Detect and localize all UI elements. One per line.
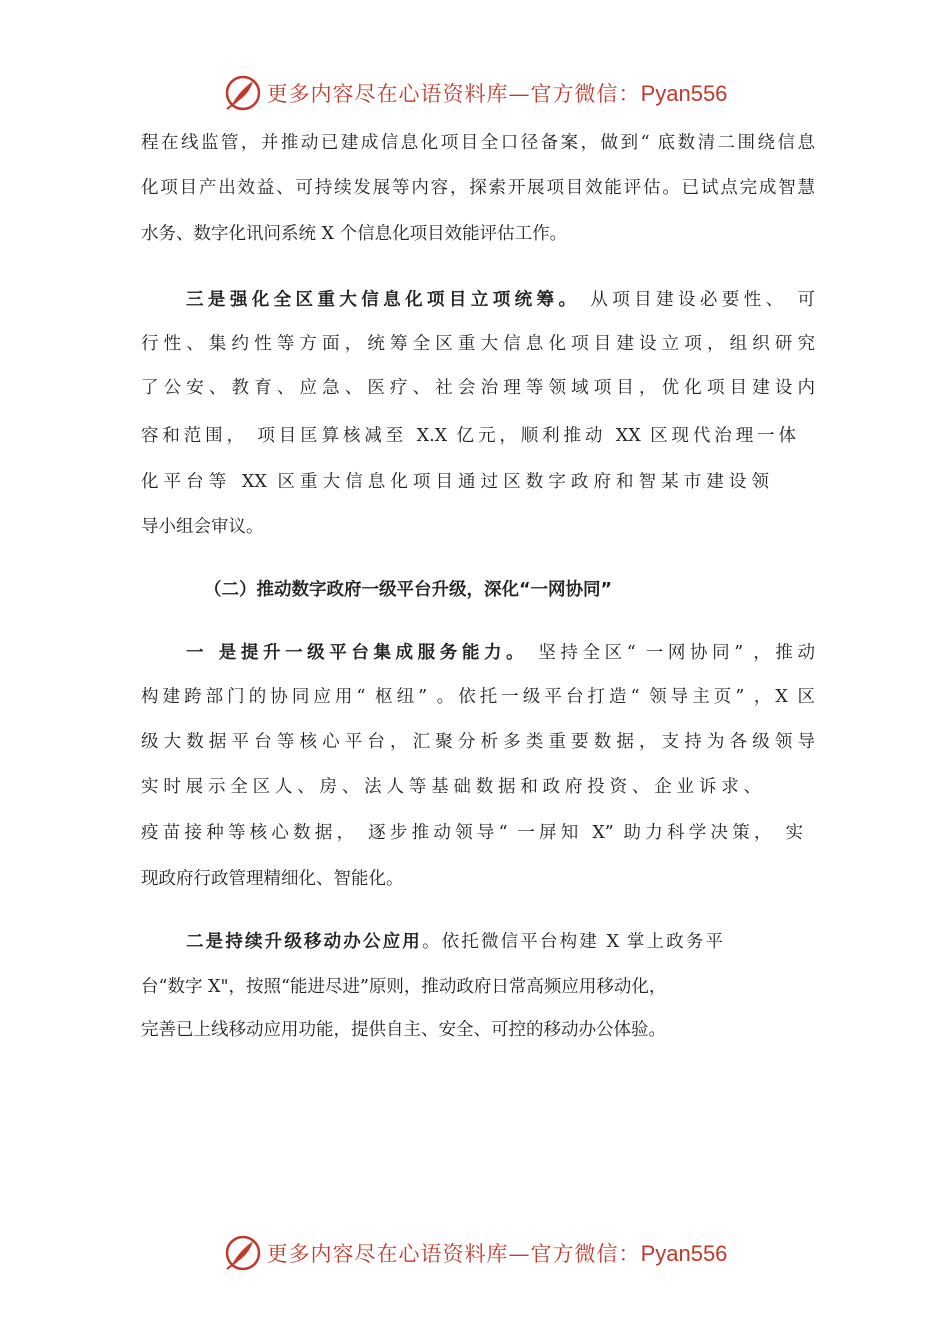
text-line: 现政府行政管理精细化、智能化。 (141, 869, 404, 889)
paragraph-lead-line: 一 是提升一级平台集成服务能力。 坚持全区“ 一网协同” ，推动 (186, 643, 815, 663)
header-watermark (0, 70, 950, 116)
text-line: 级大数据平台等核心平台，汇聚分析多类重要数据，支持为各级领导 (141, 732, 815, 752)
section-heading: （二）推动数字政府一级平台升级，深化“一网协同” (204, 580, 613, 600)
paragraph-lead: 一 是提升一级平台集成服务能力。 (186, 643, 529, 663)
text-line: 了公安、教育、应急、医疗、社会治理等领域项目，优化项目建设内 (141, 378, 815, 398)
paragraph-lead: 三是强化全区重大信息化项目立项统筹。 (186, 290, 581, 310)
text-line: 导小组会审议。 (141, 517, 264, 537)
paragraph-lead: 二是持续升级移动办公应用 (186, 932, 422, 952)
text-line: 构建跨部门的协同应用“ 枢纽” 。依托一级平台打造“ 领导主页” ，X 区 (141, 687, 815, 707)
text-line: 化平台等 XX 区重大信息化项目通过区数字政府和智某市建设领 (141, 472, 769, 492)
quill-logo-icon (223, 1233, 263, 1273)
text-line: 台“数字 X"，按照“能进尽进”原则，推动政府日常高频应用移动化， (141, 977, 667, 997)
paragraph-lead-line: 二是持续升级移动办公应用。依托微信平台构建 X 掌上政务平 (186, 932, 723, 952)
text-line: 完善已上线移动应用功能，提供自主、安全、可控的移动办公体验。 (141, 1020, 666, 1040)
footer-watermark (0, 1230, 950, 1276)
text-line: 程在线监管，并推动已建成信息化项目全口径备案，做到“ 底数清二围绕信息 (141, 133, 815, 153)
watermark-text: 更多内容尽在心语资料库—官方微信：Pyan556 (266, 81, 728, 106)
text-line: 化项目产出效益、可持续发展等内容，探索开展项目效能评估。已试点完成智慧 (141, 178, 815, 198)
paragraph-lead-line: 三是强化全区重大信息化项目立项统筹。 从项目建设必要性、 可 (186, 290, 816, 310)
text-line: 容和范围， 项目匡算核减至 X.X 亿元，顺利推动 XX 区现代治理一体 (141, 426, 796, 446)
watermark-text: 更多内容尽在心语资料库—官方微信：Pyan556 (266, 1241, 728, 1266)
quill-logo-icon (223, 73, 263, 113)
text-line: 水务、数字化讯问系统 X 个信息化项目效能评估工作。 (141, 224, 568, 244)
text-line: 疫苗接种等核心数据， 逐步推动领导“ 一屏知 X” 助力科学决策， 实 (141, 823, 803, 843)
text-line: 实时展示全区人、房、法人等基础数据和政府投资、企业诉求、 (141, 777, 761, 797)
text-line: 行性、集约性等方面，统筹全区重大信息化项目建设立项，组织研究 (141, 334, 815, 354)
